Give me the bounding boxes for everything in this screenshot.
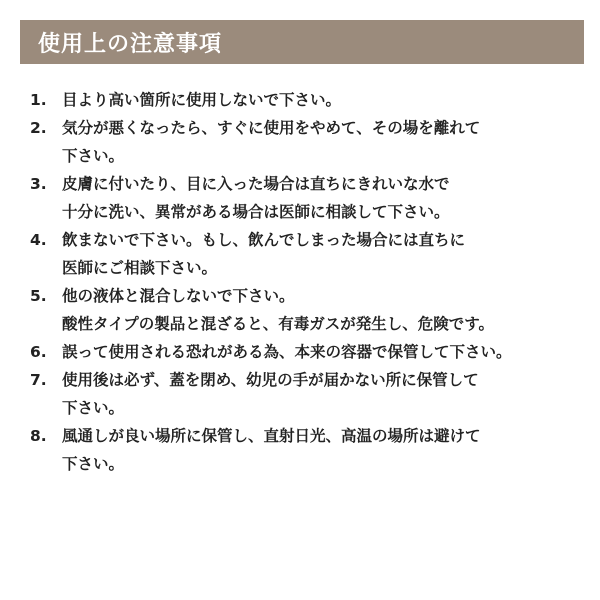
item-text-line: 皮膚に付いたり、目に入った場合は直ちにきれいな水で (62, 175, 450, 193)
item-text-line: 酸性タイプの製品と混ざると、有毒ガスが発生し、危険です。 (62, 315, 494, 333)
item-number: 7. (30, 371, 47, 389)
item-number: 2. (30, 119, 47, 137)
list-item (30, 422, 585, 478)
item-text-line: 下さい。 (62, 147, 125, 165)
item-number: 6. (30, 343, 47, 361)
list-item (30, 366, 585, 422)
item-text-line: 他の液体と混合しないで下さい。 (62, 287, 295, 305)
list-item (30, 226, 585, 282)
item-text-line: 十分に洗い、異常がある場合は医師に相談して下さい。 (62, 203, 450, 221)
list-item (30, 86, 585, 114)
list-item (30, 170, 585, 226)
item-text-line: 医師にご相談下さい。 (62, 259, 218, 277)
item-text-line: 気分が悪くなったら、すぐに使用をやめて、その場を離れて (62, 119, 481, 137)
item-number: 8. (30, 427, 47, 445)
item-number: 4. (30, 231, 47, 249)
item-text-line: 風通しが良い場所に保管し、直射日光、高温の場所は避けて (62, 427, 481, 445)
list-item (30, 338, 585, 366)
item-text-line: 使用後は必ず、蓋を閉め、幼児の手が届かない所に保管して (62, 371, 479, 389)
item-text-line: 飲まないで下さい。もし、飲んでしまった場合には直ちに (62, 231, 466, 249)
page-title: 使用上の注意事項 (38, 31, 223, 57)
item-number: 1. (30, 91, 47, 109)
item-number: 5. (30, 287, 47, 305)
item-number: 3. (30, 175, 47, 193)
notice-list (30, 86, 585, 478)
list-item (30, 282, 585, 338)
list-item (30, 114, 585, 170)
item-text-line: 目より高い箇所に使用しないで下さい。 (62, 91, 342, 109)
item-text-line: 下さい。 (62, 399, 125, 417)
item-text-line: 下さい。 (62, 455, 125, 473)
header-bar (20, 20, 584, 64)
item-text-line: 誤って使用される恐れがある為、本来の容器で保管して下さい。 (62, 343, 512, 361)
